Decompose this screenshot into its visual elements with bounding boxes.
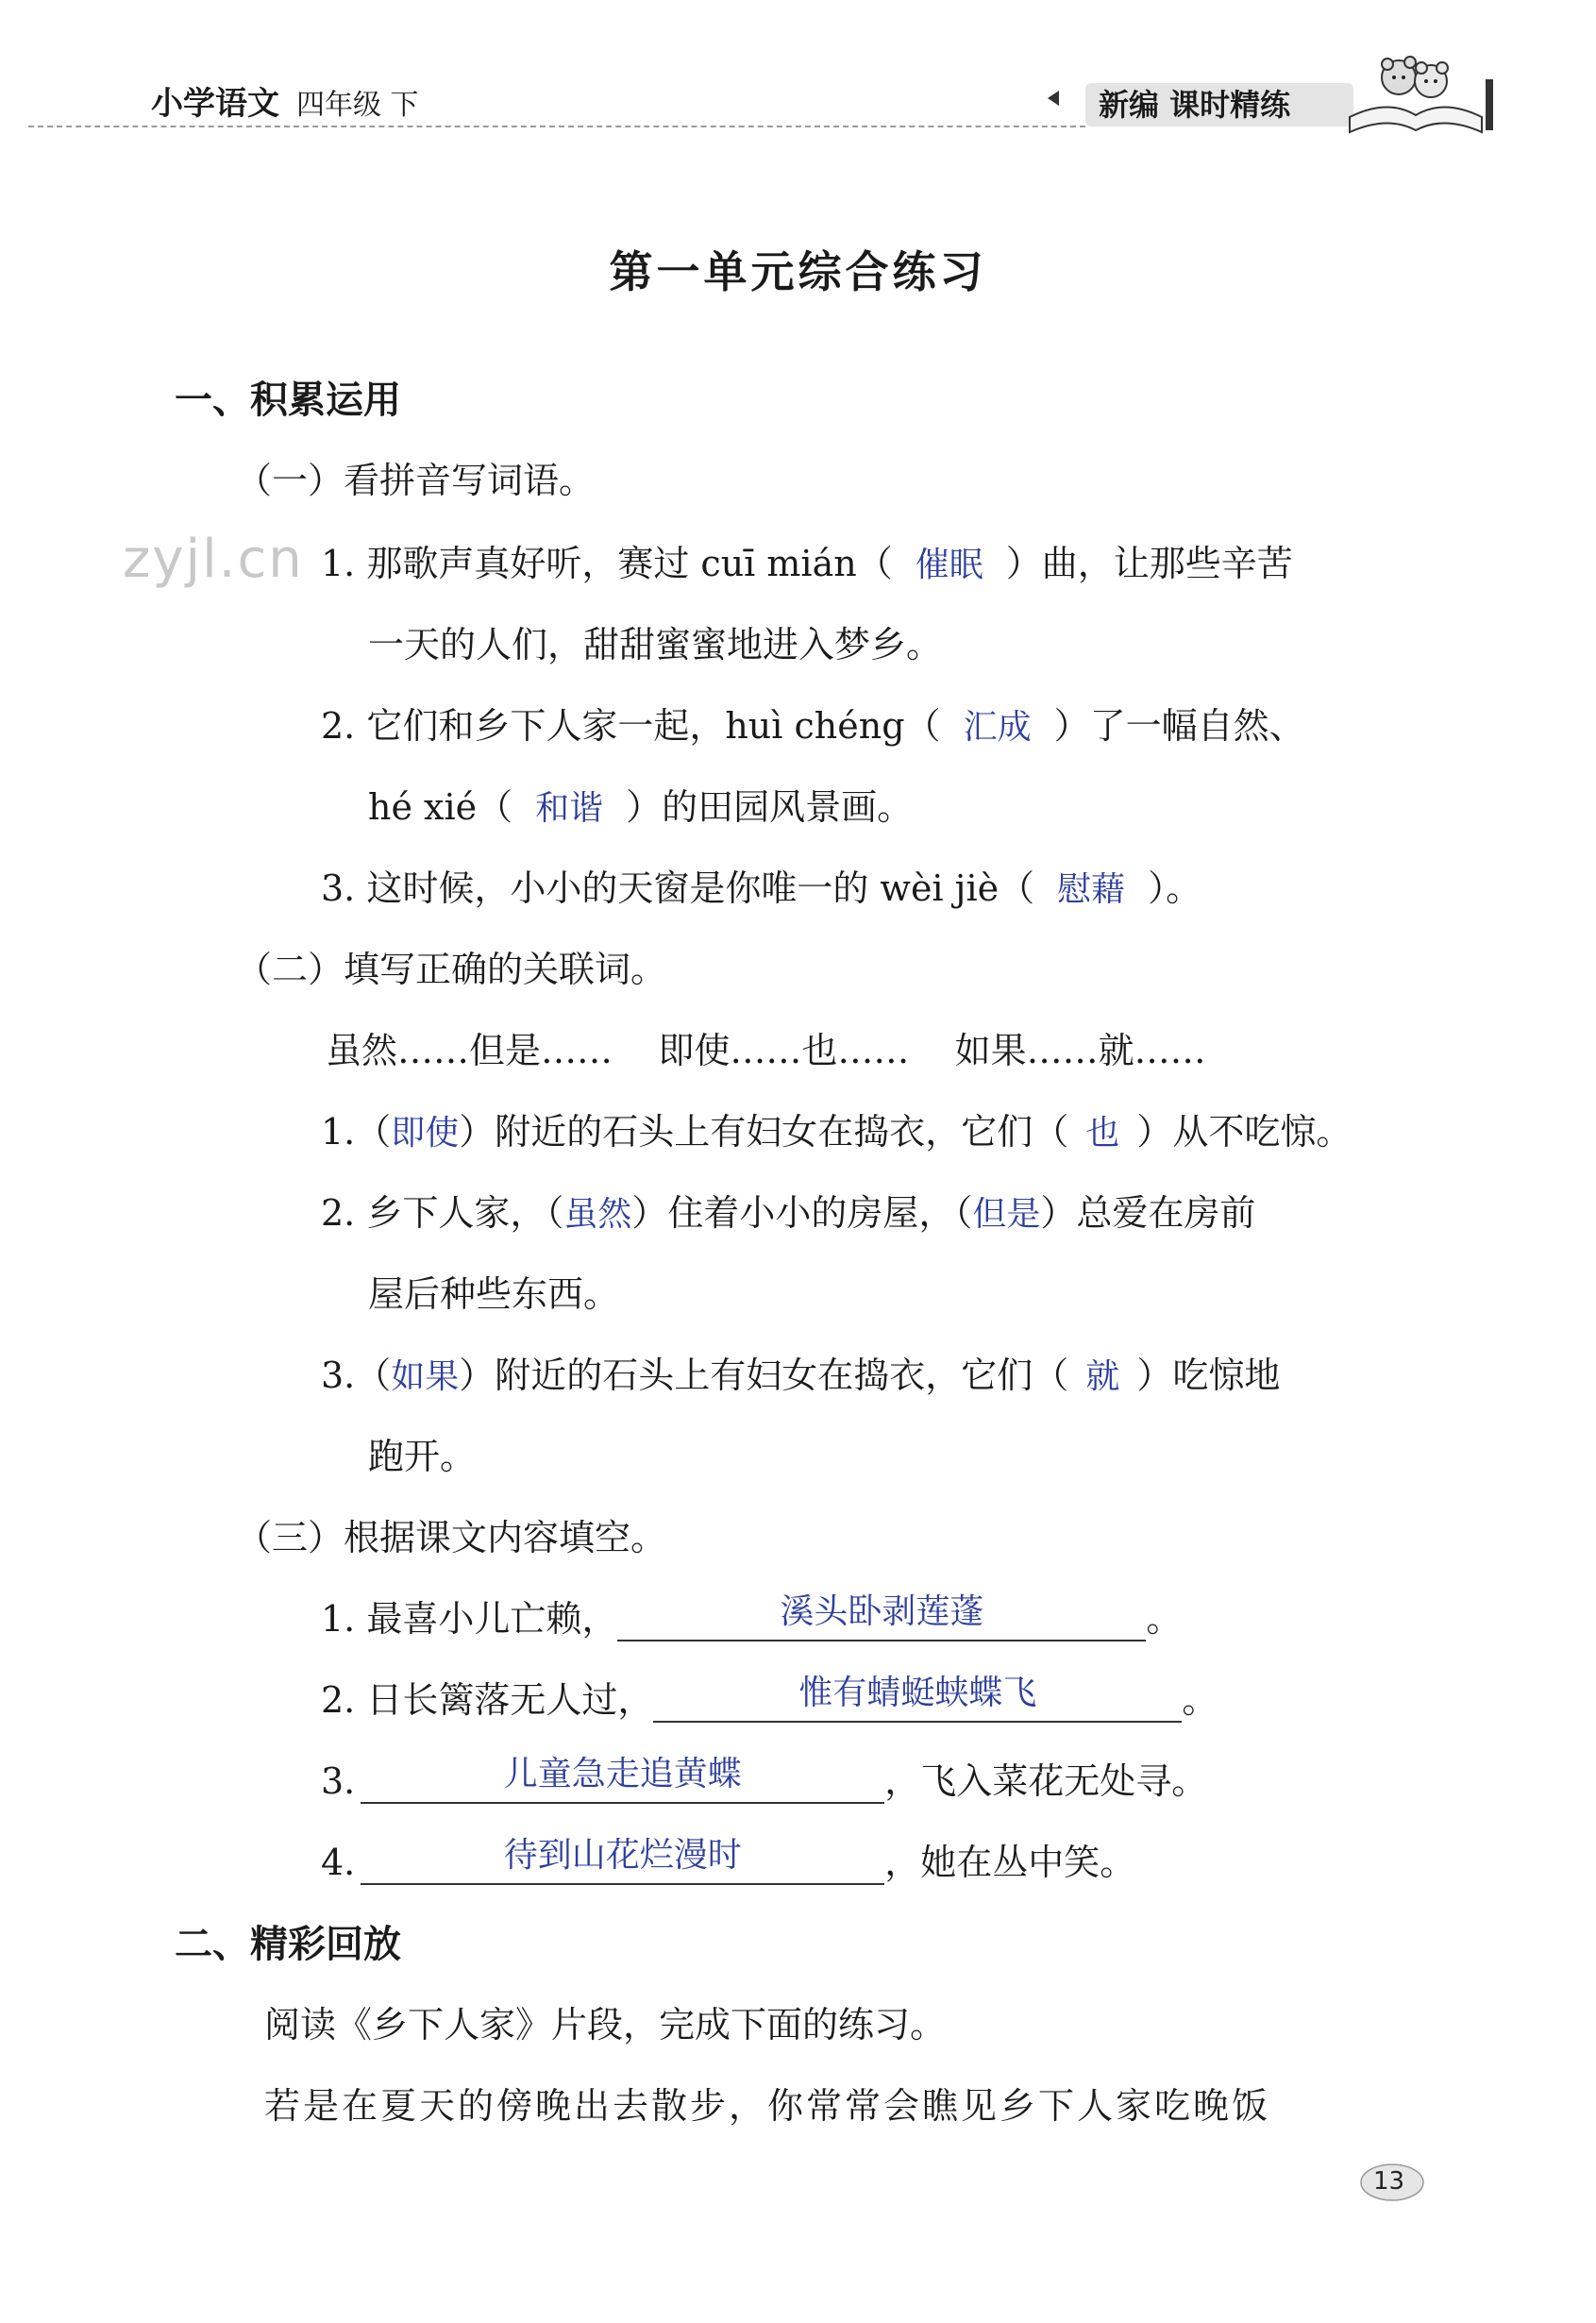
- answer-blank: [361, 1836, 884, 1885]
- header-subject: [151, 77, 419, 124]
- part3-q4: 4. 待到山花烂漫时 ，她在丛中笑。: [321, 1833, 1135, 1885]
- part1-q2: 2. 它们和乡下人家一起，huì chéng（ 汇成 ）了一幅自然、: [321, 705, 1305, 747]
- answer: 汇成: [963, 708, 1032, 747]
- answer: 也: [1085, 1114, 1120, 1153]
- section2-instruction: 阅读《乡下人家》片段，完成下面的练习。: [264, 2004, 947, 2045]
- part3-heading: （三）根据课文内容填空。: [236, 1517, 667, 1558]
- watermark: zyjl.cn: [123, 529, 304, 590]
- header-divider: [28, 126, 1085, 127]
- part2-q3: 3.（如果）附近的石头上有妇女在捣衣，它们（ 就 ）吃惊地: [321, 1355, 1281, 1396]
- part1-q3: 3. 这时候，小小的天窗是你唯一的 wèi jiè（ 慰藉 ）。: [321, 867, 1202, 909]
- header-edge-bar: [1486, 79, 1493, 130]
- answer: 虽然: [563, 1195, 632, 1234]
- part2-q2-line2: 屋后种些东西。: [368, 1273, 620, 1315]
- part1-q1-line2: 一天的人们，甜甜蜜蜜地进入梦乡。: [368, 624, 943, 665]
- part3-q2: 2. 日长篱落无人过， 惟有蜻蜓蛱蝶飞 。: [321, 1671, 1218, 1723]
- answer: 和谐: [535, 789, 604, 828]
- part2-q2: 2. 乡下人家，（虽然）住着小小的房屋，（但是）总爱在房前: [321, 1192, 1256, 1234]
- part3-q3: 3. 儿童急走追黄蝶 ，飞入菜花无处寻。: [321, 1752, 1207, 1804]
- section2-heading: 二、精彩回放: [175, 1923, 401, 1966]
- part3-q1: 1. 最喜小儿亡赖， 溪头卧剥莲蓬 。: [321, 1590, 1182, 1641]
- answer-blank: [361, 1755, 884, 1804]
- part2-heading: （二）填写正确的关联词。: [236, 949, 667, 990]
- answer: 就: [1085, 1357, 1120, 1396]
- reading-passage: 若是在夏天的傍晚出去散步，你常常会瞧见乡下人家吃晚饭: [264, 2085, 1271, 2127]
- answer: 如果: [391, 1357, 460, 1396]
- answer: 儿童急走追黄蝶: [503, 1755, 742, 1793]
- part1-q1: 1. 那歌声真好听，赛过 cuī mián（ 催眠 ）曲，让那些辛苦: [321, 543, 1293, 584]
- part1-q2-line2: hé xié（ 和谐 ）的田园风景画。: [368, 786, 914, 828]
- part2-q1: 1.（即使）附近的石头上有妇女在捣衣，它们（ 也 ）从不吃惊。: [321, 1111, 1352, 1153]
- subject-label: 小学语文: [151, 85, 279, 123]
- page-number: 13: [1373, 2167, 1405, 2196]
- answer: 但是: [972, 1195, 1041, 1234]
- answer-blank: [653, 1674, 1182, 1723]
- part2-q3-line2: 跑开。: [368, 1436, 477, 1477]
- answer: 即使: [391, 1114, 460, 1153]
- answer-blank: [617, 1592, 1146, 1641]
- grade-label: 四年级 下: [296, 89, 419, 122]
- page-title: 第一单元综合练习: [609, 246, 987, 297]
- header-arrow-icon: [1048, 91, 1059, 106]
- series-label: 新编 课时精练: [1085, 83, 1353, 126]
- answer: 待到山花烂漫时: [503, 1836, 742, 1875]
- part1-heading: （一）看拼音写词语。: [236, 460, 596, 501]
- answer: 惟有蜻蜓蛱蝶飞: [798, 1674, 1037, 1712]
- answer: 催眠: [915, 546, 983, 584]
- part2-options: 虽然……但是…… 即使……也…… 如果……就……: [326, 1030, 1206, 1071]
- answer: 溪头卧剥莲蓬: [780, 1592, 984, 1631]
- book-mascot-icon: [1340, 42, 1491, 145]
- section1-heading: 一、积累运用: [175, 379, 401, 422]
- answer: 慰藉: [1057, 870, 1126, 909]
